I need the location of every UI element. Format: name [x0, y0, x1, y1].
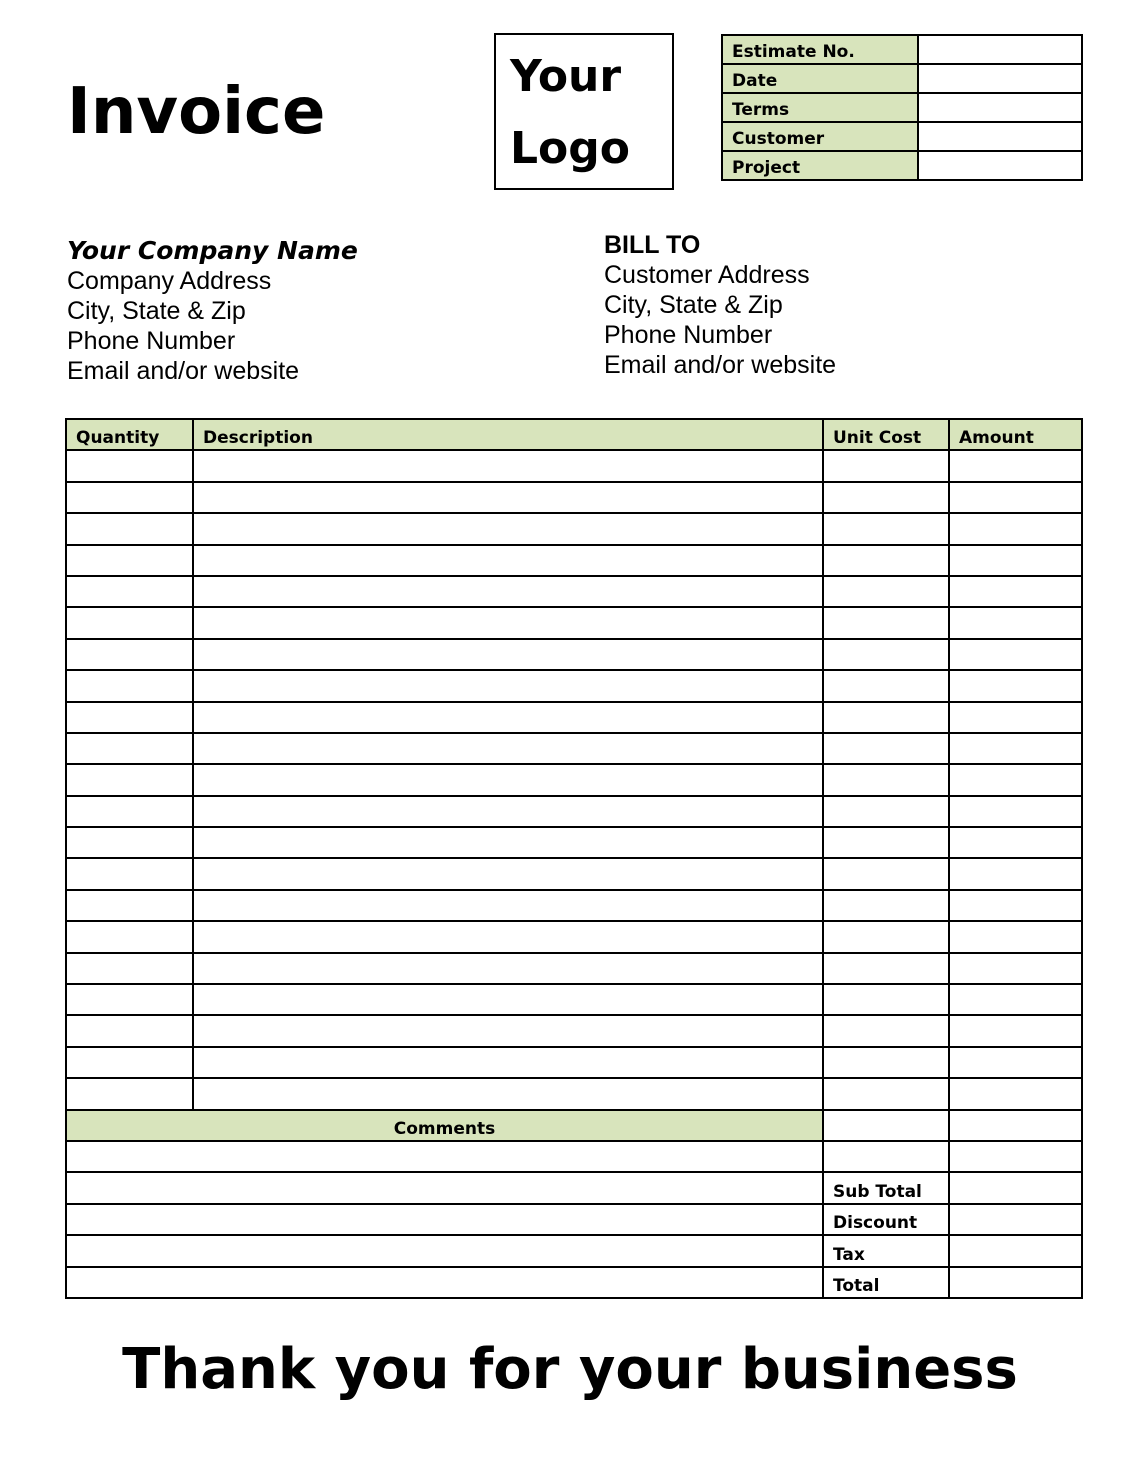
meta-label: Customer — [722, 122, 918, 151]
amount-cell[interactable] — [949, 1015, 1082, 1046]
column-header-quantity: Quantity — [66, 419, 193, 450]
amount-cell[interactable] — [949, 639, 1082, 670]
quantity-cell[interactable] — [66, 1047, 193, 1078]
description-cell[interactable] — [193, 1015, 823, 1046]
meta-label: Estimate No. — [722, 35, 918, 64]
meta-label: Project — [722, 151, 918, 180]
amount-cell[interactable] — [949, 1047, 1082, 1078]
description-cell[interactable] — [193, 450, 823, 481]
unit-cost-cell[interactable] — [823, 450, 949, 481]
description-cell[interactable] — [193, 921, 823, 952]
line-items-table — [65, 418, 1083, 1299]
unit-cost-cell[interactable] — [823, 827, 949, 858]
amount-cell[interactable] — [949, 513, 1082, 544]
quantity-cell[interactable] — [66, 733, 193, 764]
amount-cell[interactable] — [949, 827, 1082, 858]
table-row — [66, 827, 1082, 858]
company-phone: Phone Number — [67, 327, 236, 355]
company-email: Email and/or website — [67, 357, 300, 385]
summary-blank-cell — [949, 1110, 1082, 1141]
quantity-cell[interactable] — [66, 953, 193, 984]
logo-text-line1: Your — [510, 51, 622, 102]
table-row — [66, 639, 1082, 670]
unit-cost-cell[interactable] — [823, 482, 949, 513]
tax-label: Tax — [823, 1235, 949, 1266]
summary-blank-cell — [823, 1141, 949, 1172]
quantity-cell[interactable] — [66, 670, 193, 701]
description-cell[interactable] — [193, 1047, 823, 1078]
unit-cost-cell[interactable] — [823, 984, 949, 1015]
quantity-cell[interactable] — [66, 545, 193, 576]
column-header-amount: Amount — [949, 419, 1082, 450]
unit-cost-cell[interactable] — [823, 545, 949, 576]
comments-line[interactable] — [66, 1235, 823, 1266]
unit-cost-cell[interactable] — [823, 764, 949, 795]
description-cell[interactable] — [193, 545, 823, 576]
customer-email: Email and/or website — [604, 351, 837, 379]
unit-cost-cell[interactable] — [823, 702, 949, 733]
table-row — [66, 1047, 1082, 1078]
quantity-cell[interactable] — [66, 890, 193, 921]
unit-cost-cell[interactable] — [823, 639, 949, 670]
quantity-cell[interactable] — [66, 858, 193, 889]
unit-cost-cell[interactable] — [823, 796, 949, 827]
description-cell[interactable] — [193, 890, 823, 921]
table-row — [66, 482, 1082, 513]
meta-value-estimate-no[interactable] — [918, 35, 1082, 64]
amount-cell[interactable] — [949, 576, 1082, 607]
meta-label: Terms — [722, 93, 918, 122]
table-row — [66, 607, 1082, 638]
bill-to-info — [604, 230, 836, 380]
logo-placeholder — [494, 33, 674, 190]
quantity-cell[interactable] — [66, 513, 193, 544]
amount-cell[interactable] — [949, 984, 1082, 1015]
meta-value-project[interactable] — [918, 151, 1082, 180]
amount-cell[interactable] — [949, 482, 1082, 513]
customer-address: Customer Address — [604, 261, 810, 289]
description-cell[interactable] — [193, 796, 823, 827]
table-row — [66, 545, 1082, 576]
table-row — [66, 764, 1082, 795]
amount-cell[interactable] — [949, 733, 1082, 764]
column-header-unit-cost: Unit Cost — [823, 419, 949, 450]
quantity-cell[interactable] — [66, 827, 193, 858]
summary-section — [66, 1110, 1082, 1298]
quantity-cell[interactable] — [66, 450, 193, 481]
comments-line[interactable] — [66, 1267, 823, 1298]
customer-city: City, State & Zip — [604, 291, 783, 319]
amount-cell[interactable] — [949, 450, 1082, 481]
comments-row — [66, 1141, 1082, 1172]
table-row — [66, 670, 1082, 701]
quantity-cell[interactable] — [66, 702, 193, 733]
subtotal-label: Sub Total — [823, 1172, 949, 1203]
invoice-title: Invoice — [67, 75, 326, 149]
description-cell[interactable] — [193, 670, 823, 701]
company-city: City, State & Zip — [67, 297, 246, 325]
comments-line[interactable] — [66, 1204, 823, 1235]
table-row — [66, 858, 1082, 889]
table-row — [66, 921, 1082, 952]
total-label: Total — [823, 1267, 949, 1298]
meta-value-terms[interactable] — [918, 93, 1082, 122]
logo-text-line2: Logo — [510, 123, 630, 174]
comments-label: Comments — [66, 1110, 823, 1141]
amount-cell[interactable] — [949, 702, 1082, 733]
unit-cost-cell[interactable] — [823, 921, 949, 952]
unit-cost-cell[interactable] — [823, 1078, 949, 1109]
comments-header-row — [66, 1110, 1082, 1141]
discount-label: Discount — [823, 1204, 949, 1235]
comments-line[interactable] — [66, 1172, 823, 1203]
unit-cost-cell[interactable] — [823, 607, 949, 638]
amount-cell[interactable] — [949, 953, 1082, 984]
company-info — [67, 236, 358, 386]
description-cell[interactable] — [193, 607, 823, 638]
quantity-cell[interactable] — [66, 576, 193, 607]
amount-cell[interactable] — [949, 890, 1082, 921]
quantity-cell[interactable] — [66, 1015, 193, 1046]
amount-cell[interactable] — [949, 796, 1082, 827]
column-header-description: Description — [193, 419, 823, 450]
meta-row-customer — [722, 122, 1082, 151]
subtotal-row — [66, 1172, 1082, 1203]
unit-cost-cell[interactable] — [823, 890, 949, 921]
thank-you-message: Thank you for your business — [122, 1337, 1018, 1402]
quantity-cell[interactable] — [66, 639, 193, 670]
meta-value-customer[interactable] — [918, 122, 1082, 151]
discount-row — [66, 1204, 1082, 1235]
unit-cost-cell[interactable] — [823, 513, 949, 544]
description-cell[interactable] — [193, 1078, 823, 1109]
summary-blank-cell — [823, 1110, 949, 1141]
amount-cell[interactable] — [949, 545, 1082, 576]
table-row — [66, 1015, 1082, 1046]
amount-cell[interactable] — [949, 1078, 1082, 1109]
table-row — [66, 733, 1082, 764]
quantity-cell[interactable] — [66, 482, 193, 513]
description-cell[interactable] — [193, 764, 823, 795]
discount-value[interactable] — [949, 1204, 1082, 1235]
comments-line[interactable] — [66, 1141, 823, 1172]
quantity-cell[interactable] — [66, 796, 193, 827]
table-row — [66, 796, 1082, 827]
description-cell[interactable] — [193, 702, 823, 733]
amount-cell[interactable] — [949, 921, 1082, 952]
description-cell[interactable] — [193, 953, 823, 984]
table-row — [66, 953, 1082, 984]
unit-cost-cell[interactable] — [823, 1047, 949, 1078]
amount-cell[interactable] — [949, 607, 1082, 638]
total-row — [66, 1267, 1082, 1298]
description-cell[interactable] — [193, 984, 823, 1015]
meta-value-date[interactable] — [918, 64, 1082, 93]
meta-label: Date — [722, 64, 918, 93]
description-cell[interactable] — [193, 733, 823, 764]
quantity-cell[interactable] — [66, 607, 193, 638]
table-row — [66, 1078, 1082, 1109]
unit-cost-cell[interactable] — [823, 576, 949, 607]
description-cell[interactable] — [193, 827, 823, 858]
description-cell[interactable] — [193, 858, 823, 889]
table-row — [66, 890, 1082, 921]
line-items-body — [66, 450, 1082, 1109]
tax-row — [66, 1235, 1082, 1266]
company-address: Company Address — [67, 267, 272, 295]
table-row — [66, 513, 1082, 544]
invoice-meta-table — [721, 34, 1083, 181]
unit-cost-cell[interactable] — [823, 733, 949, 764]
bill-to-heading: BILL TO — [604, 231, 701, 259]
amount-cell[interactable] — [949, 764, 1082, 795]
subtotal-value[interactable] — [949, 1172, 1082, 1203]
description-cell[interactable] — [193, 513, 823, 544]
meta-row-project — [722, 151, 1082, 180]
line-items-header — [66, 419, 1082, 450]
meta-row-estimate-no — [722, 35, 1082, 64]
table-row — [66, 702, 1082, 733]
quantity-cell[interactable] — [66, 984, 193, 1015]
table-row — [66, 984, 1082, 1015]
unit-cost-cell[interactable] — [823, 670, 949, 701]
description-cell[interactable] — [193, 482, 823, 513]
quantity-cell[interactable] — [66, 1078, 193, 1109]
description-cell[interactable] — [193, 639, 823, 670]
table-row — [66, 450, 1082, 481]
unit-cost-cell[interactable] — [823, 1015, 949, 1046]
quantity-cell[interactable] — [66, 921, 193, 952]
unit-cost-cell[interactable] — [823, 953, 949, 984]
table-row — [66, 576, 1082, 607]
quantity-cell[interactable] — [66, 764, 193, 795]
tax-value[interactable] — [949, 1235, 1082, 1266]
customer-phone: Phone Number — [604, 321, 773, 349]
company-name: Your Company Name — [67, 236, 358, 265]
unit-cost-cell[interactable] — [823, 858, 949, 889]
amount-cell[interactable] — [949, 670, 1082, 701]
meta-row-date — [722, 64, 1082, 93]
description-cell[interactable] — [193, 576, 823, 607]
amount-cell[interactable] — [949, 858, 1082, 889]
total-value[interactable] — [949, 1267, 1082, 1298]
summary-blank-cell — [949, 1141, 1082, 1172]
meta-row-terms — [722, 93, 1082, 122]
